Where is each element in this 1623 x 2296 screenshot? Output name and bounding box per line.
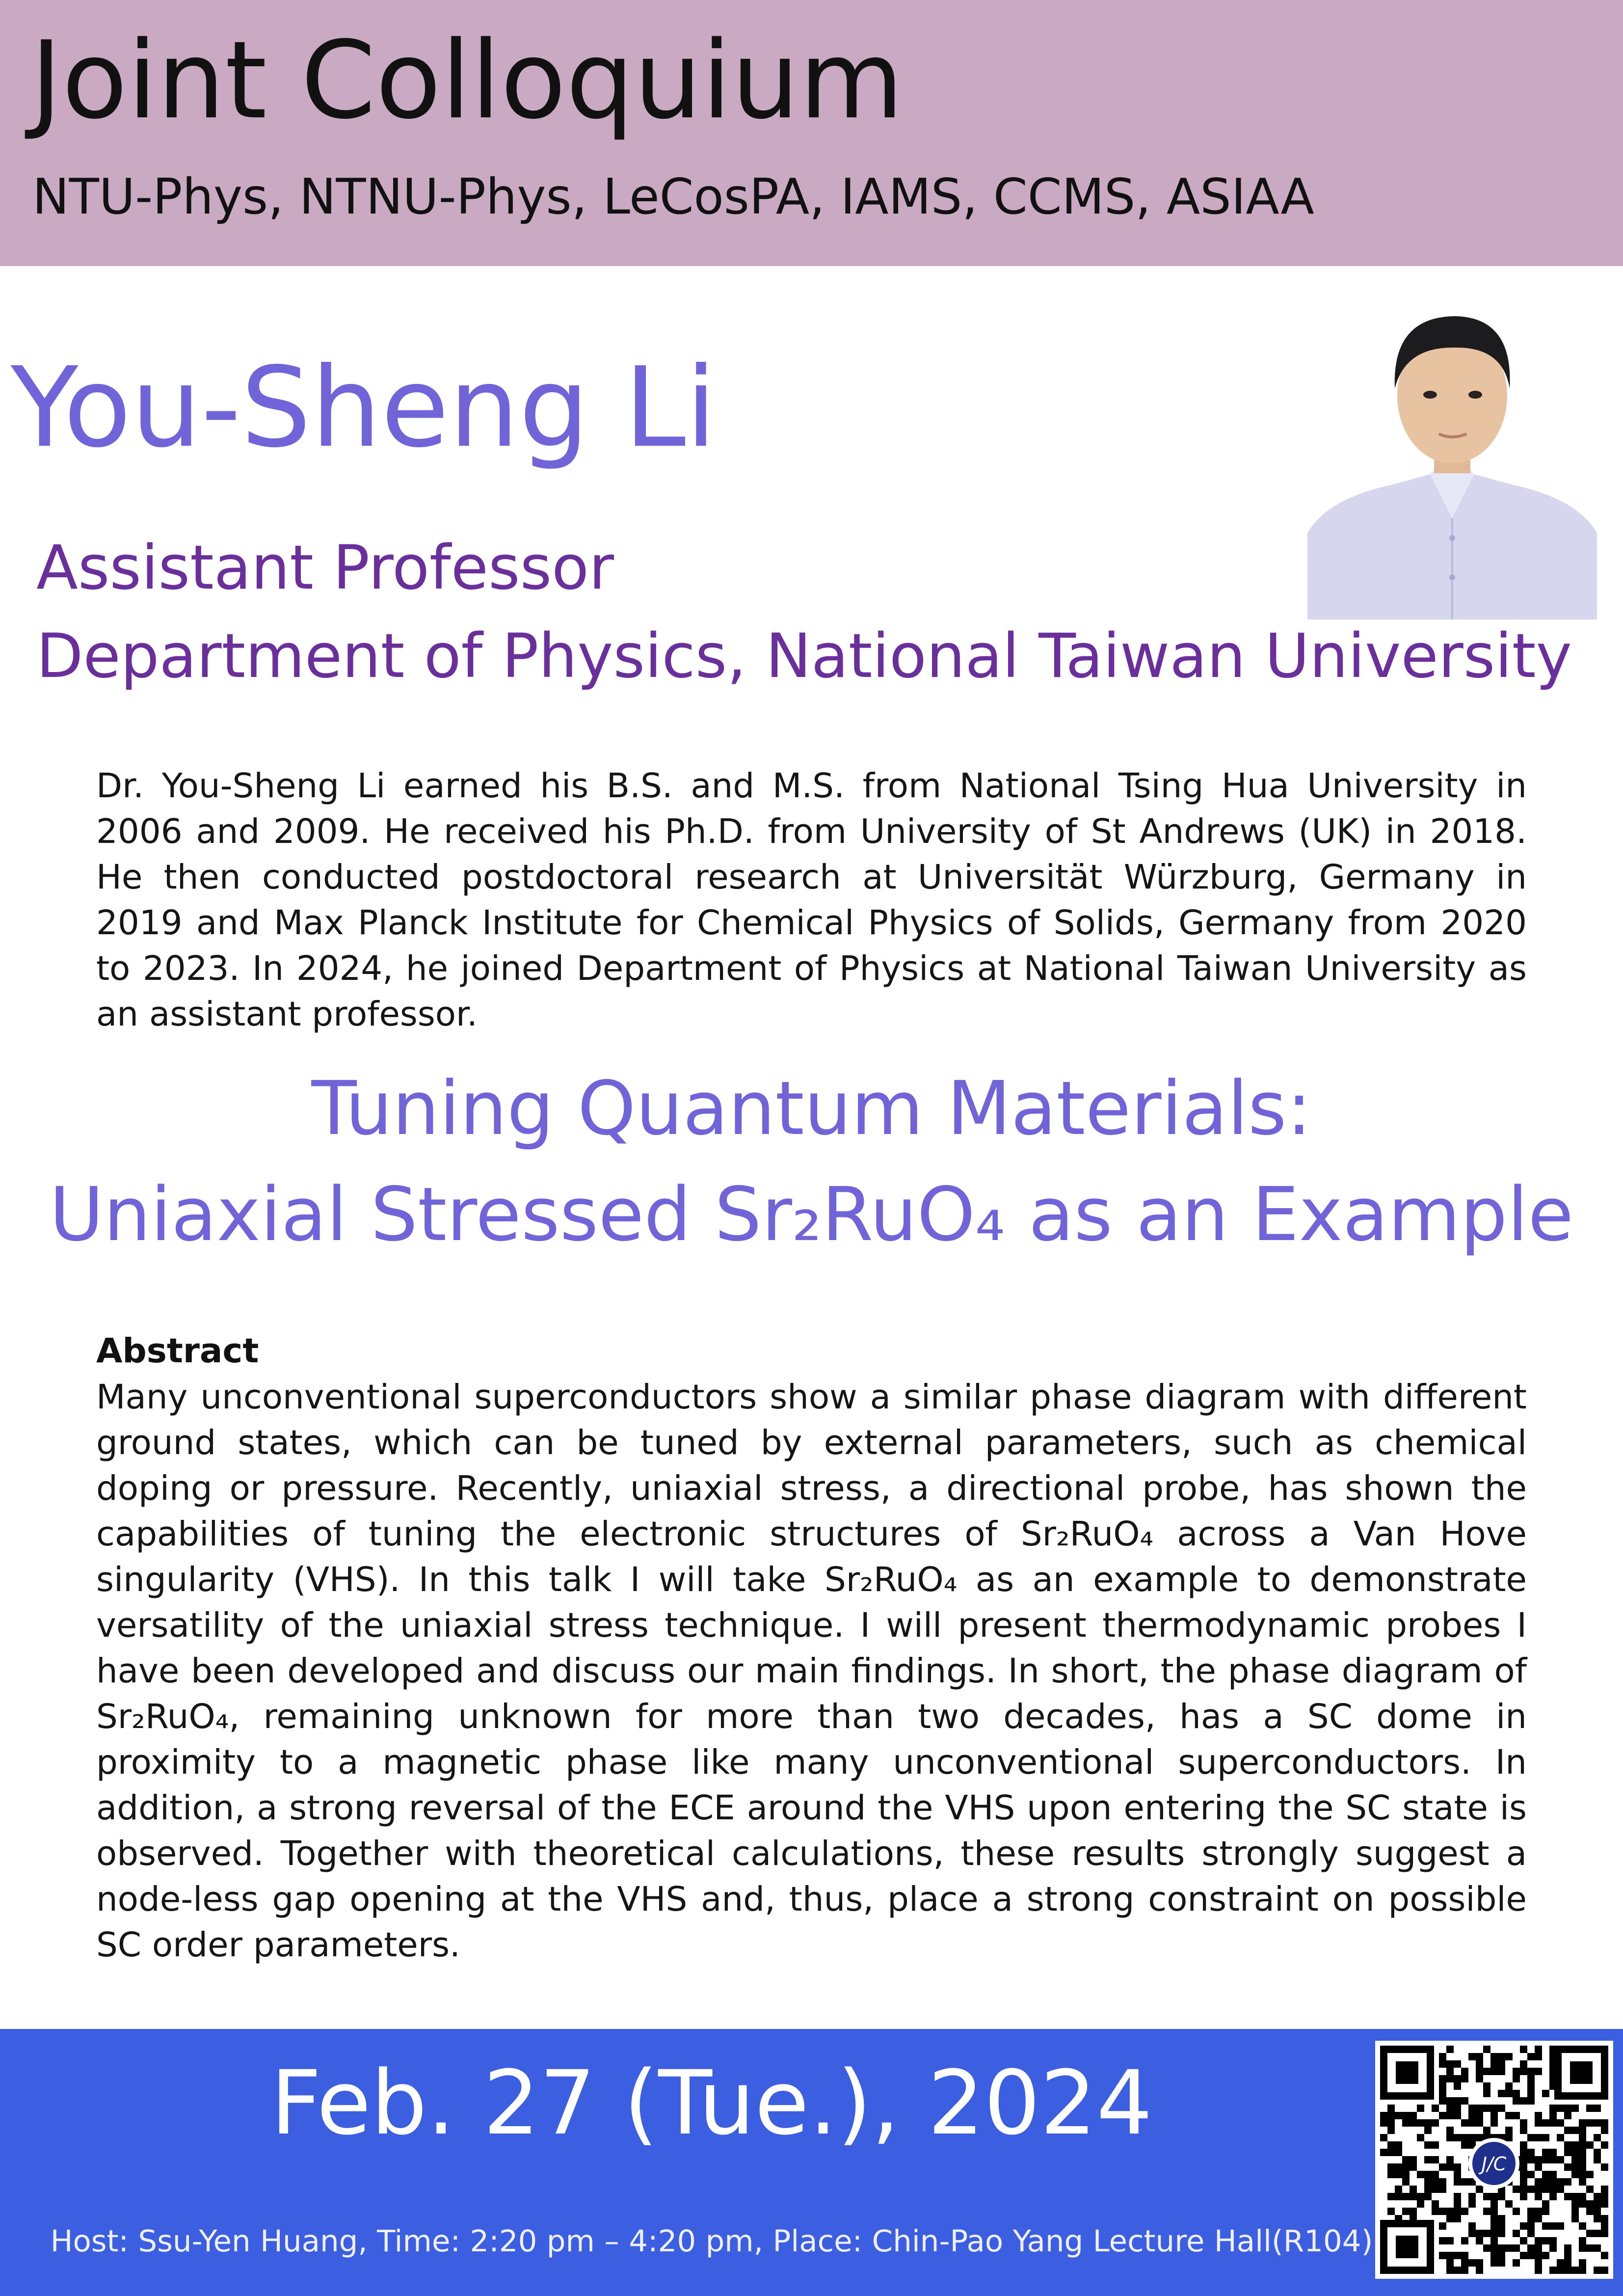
event-date: Feb. 27 (Tue.), 2024 xyxy=(270,2052,1153,2155)
speaker-bio: Dr. You-Sheng Li earned his B.S. and M.S. from National Tsing Hua University in 2006 and 2009. He received his Ph.D. from University of St Andrews (UK) in 2018. He then conducted postdoctoral research at Universität Würzburg, Germany in 2019 and Max Planck Institute for Chemical Physics of Solids, Germany from 2020 to 2023. In 2024, he joined Department of Physics at National Taiwan University as an assistant professor. xyxy=(96,766,1527,1034)
abstract-text: Many unconventional superconductors show a similar phase diagram with different ground states, which can be tuned by external parameters, such as chemical doping or pressure. Recently, uniaxial stress, a directional probe, has shown the capabilities of tuning the electronic structures of Sr₂RuO₄ across a Van Hove singularity (VHS). In this talk I will take Sr₂RuO₄ as an example to demonstrate versatility of the uniaxial stress technique. I will present thermodynamic probes I have been developed and discuss our main findings. In short, the phase diagram of Sr₂RuO₄, remaining unknown for more than two decades, has a SC dome in proximity to a magnetic phase like many unconventional superconductors. In addition, a strong reversal of the ECE around the VHS upon entering the SC state is observed. Together with theoretical calculations, these results strongly suggest a node-less gap opening at the VHS and, thus, place a strong constraint on possible SC order parameters. xyxy=(96,1378,1527,1965)
qr-code[interactable] xyxy=(1375,2041,1613,2279)
speaker-department: Department of Physics, National Taiwan University xyxy=(36,621,1572,692)
speaker-photo xyxy=(1307,302,1597,620)
talk-title xyxy=(0,1055,1623,1268)
speaker-position: Assistant Professor xyxy=(36,533,614,603)
speaker-name: You-Sheng Li xyxy=(11,344,717,472)
qr-logo: J/C xyxy=(1481,2153,1507,2175)
event-title: Joint Colloquium xyxy=(30,19,904,143)
event-details: Host: Ssu-Yen Huang, Time: 2:20 pm – 4:20 pm, Place: Chin-Pao Yang Lecture Hall(R104) xyxy=(50,2224,1373,2259)
talk-title-line-1: Tuning Quantum Materials: xyxy=(311,1065,1312,1152)
organizers-list: NTU-Phys, NTNU-Phys, LeCosPA, IAMS, CCMS, ASIAA xyxy=(32,168,1314,225)
abstract-heading: Abstract xyxy=(96,1331,259,1371)
talk-title-line-2: Uniaxial Stressed Sr₂RuO₄ as an Example xyxy=(49,1171,1574,1258)
